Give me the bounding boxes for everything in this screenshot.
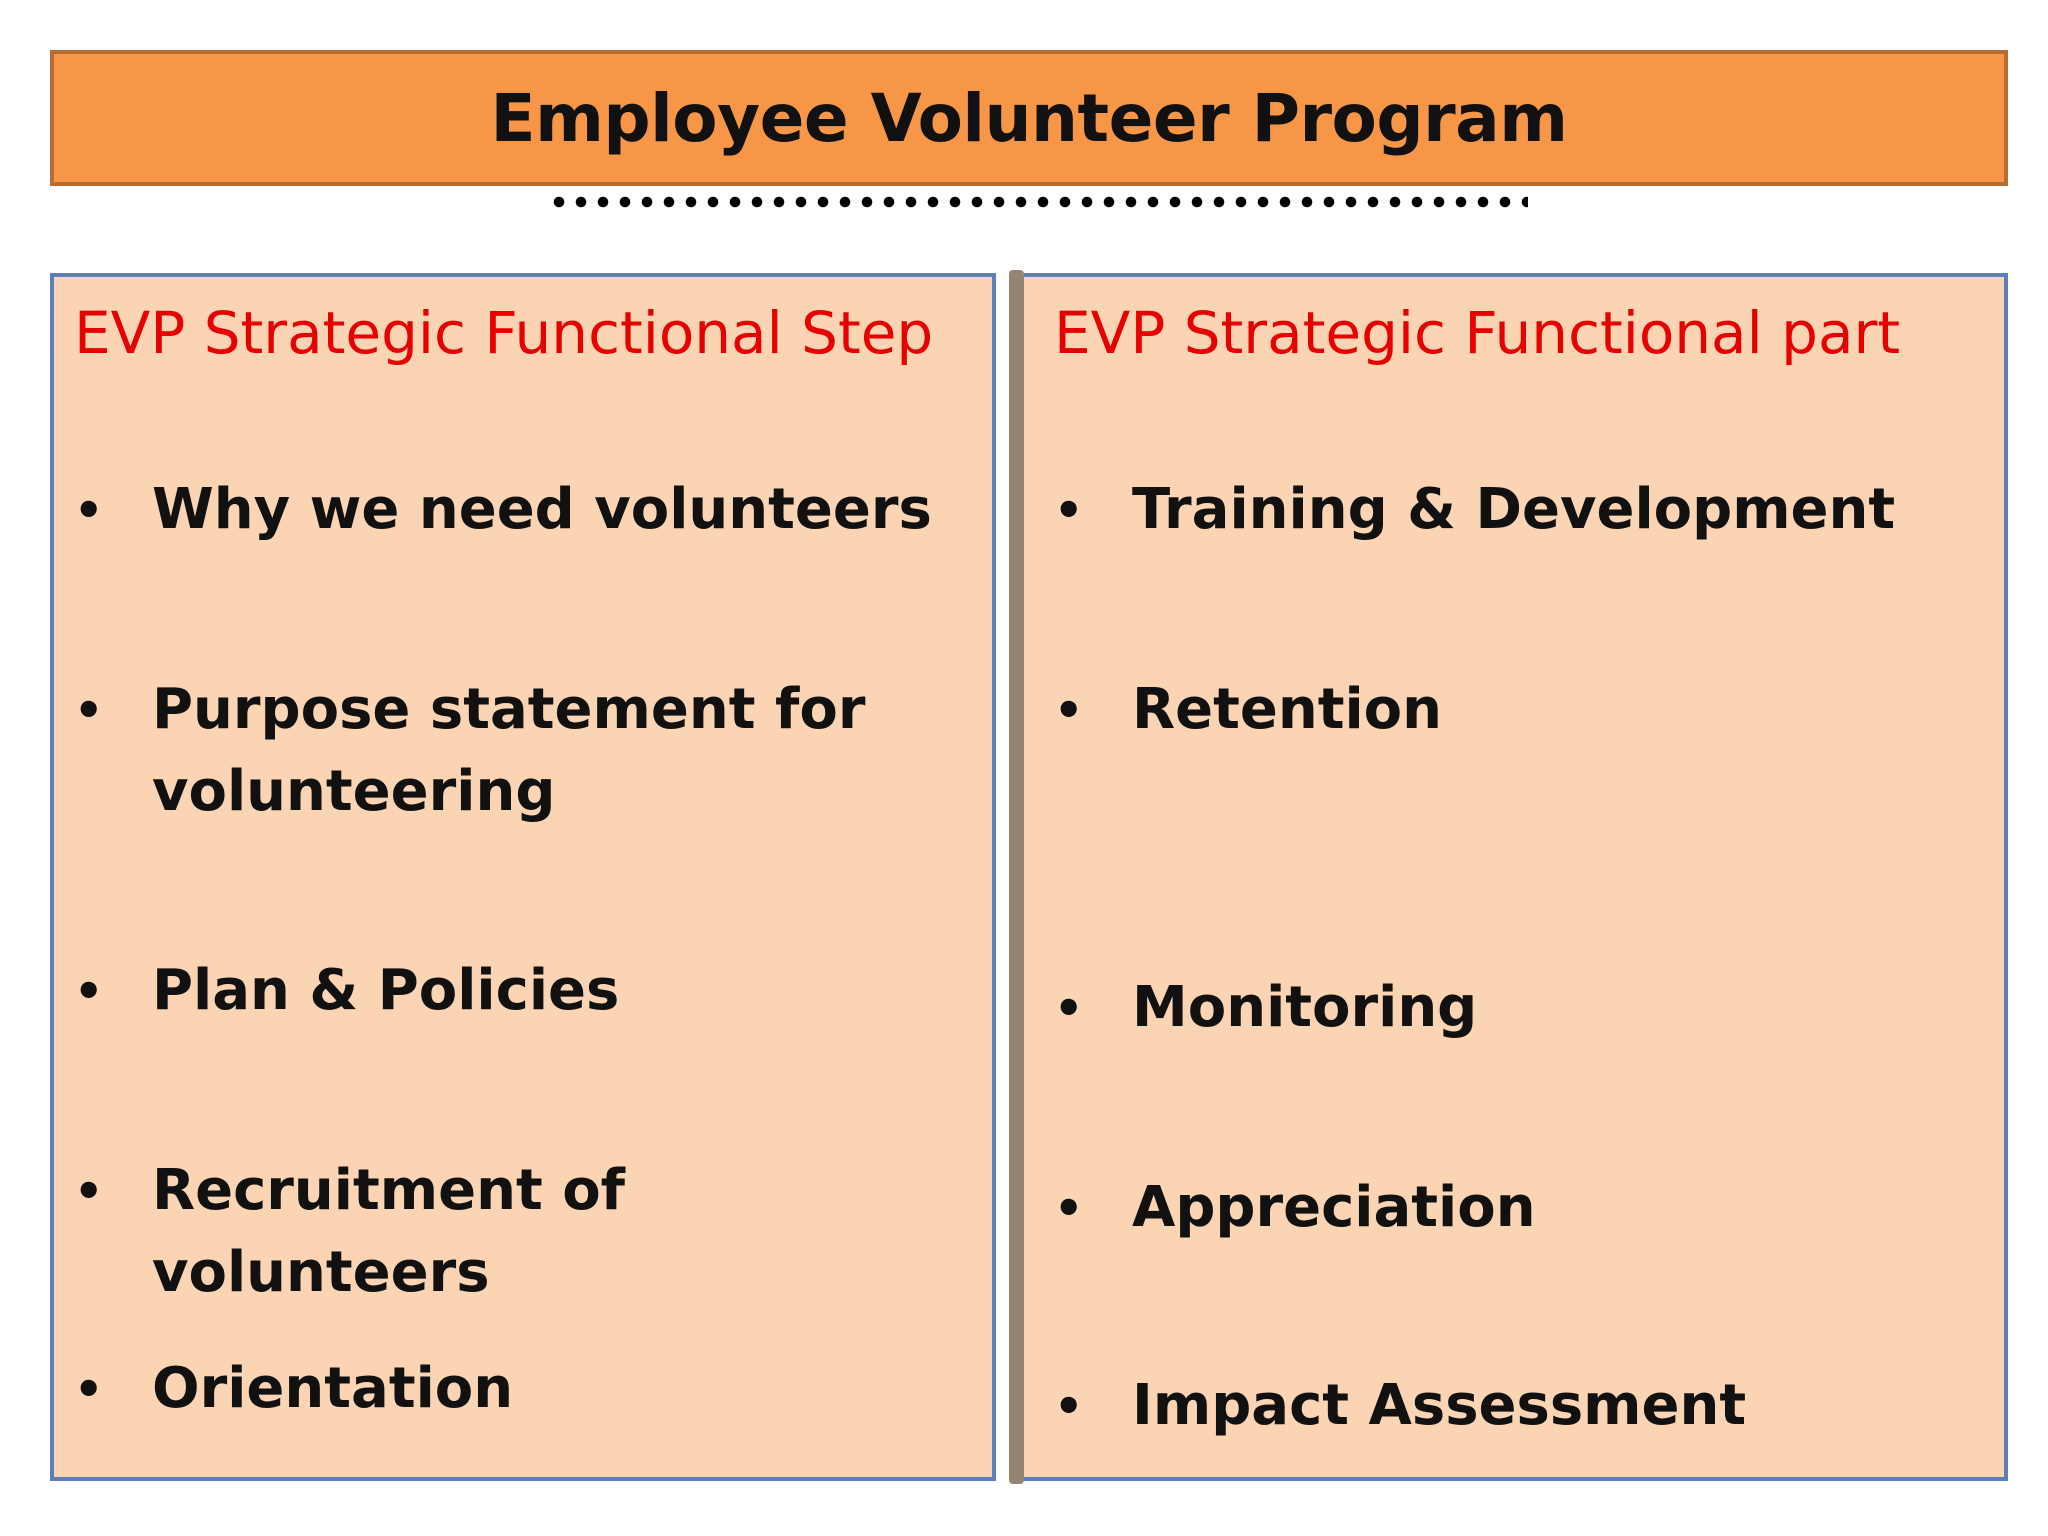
dotted-underline xyxy=(548,196,1528,208)
right-panel-heading: EVP Strategic Functional part xyxy=(1054,299,1901,367)
bullet-icon: • xyxy=(1054,1379,1084,1433)
bullet-icon: • xyxy=(74,483,104,537)
list-item xyxy=(74,669,932,833)
list-item xyxy=(74,1348,932,1430)
list-item-text: Monitoring xyxy=(1132,975,1478,1040)
list-item-text: Purpose statement for volunteering xyxy=(152,677,866,824)
panel-divider xyxy=(1009,270,1024,1484)
left-panel-heading: EVP Strategic Functional Step xyxy=(74,299,934,367)
bullet-icon: • xyxy=(1054,483,1084,537)
list-item xyxy=(74,469,932,551)
list-item-text: Recruitment of volunteers xyxy=(152,1158,626,1305)
list-item-text: Impact Assessment xyxy=(1132,1373,1747,1438)
bullet-icon: • xyxy=(74,1164,104,1218)
list-item-text: Orientation xyxy=(152,1356,514,1421)
left-panel xyxy=(50,273,996,1481)
title-bar xyxy=(50,50,2008,186)
right-panel xyxy=(1010,273,2008,1481)
bullet-icon: • xyxy=(1054,981,1084,1035)
list-item-text: Plan & Policies xyxy=(152,958,620,1023)
list-item xyxy=(74,1150,932,1314)
list-item-text: Retention xyxy=(1132,677,1443,742)
list-item-text: Why we need volunteers xyxy=(152,477,932,542)
bullet-icon: • xyxy=(74,1362,104,1416)
list-item-text: Training & Development xyxy=(1132,477,1896,542)
bullet-icon: • xyxy=(74,964,104,1018)
list-item xyxy=(1054,469,1912,551)
list-item xyxy=(1054,669,1912,751)
list-item xyxy=(1054,967,1912,1049)
bullet-icon: • xyxy=(1054,683,1084,737)
bullet-icon: • xyxy=(74,683,104,737)
page-title: Employee Volunteer Program xyxy=(490,79,1568,157)
list-item xyxy=(1054,1365,1912,1447)
list-item xyxy=(74,950,932,1032)
list-item-text: Appreciation xyxy=(1132,1175,1536,1240)
bullet-icon: • xyxy=(1054,1181,1084,1235)
list-item xyxy=(1054,1167,1912,1249)
